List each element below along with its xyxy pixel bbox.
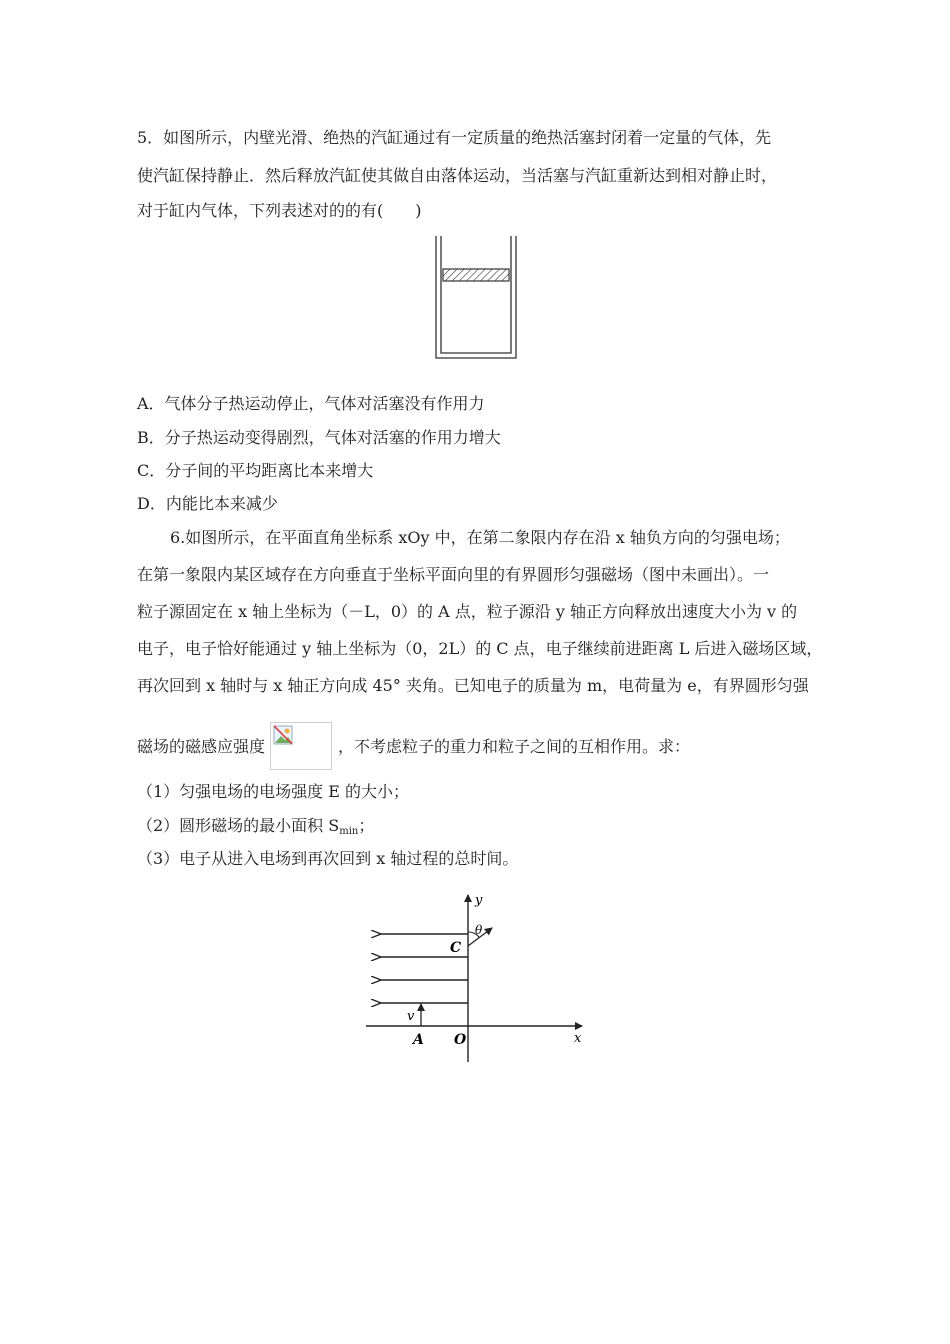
q6-text-line6-end: ，不考虑粒子的重力和粒子之间的互相作用。求： <box>338 737 691 756</box>
q6-sub2-end: ； <box>358 816 375 835</box>
q5-option-d: D．内能比本来减少 <box>137 494 278 513</box>
label-c: C <box>450 940 462 956</box>
q6-sub-question-3: （3）电子从进入电场到再次回到 x 轴过程的总时间。 <box>137 849 519 868</box>
q6-sub-question-2 <box>137 816 374 842</box>
cylinder-piston-figure <box>430 232 522 362</box>
q5-text-line1: 5．如图所示，内壁光滑、绝热的汽缸通过有一定质量的绝热活塞封闭着一定量的气体，先 <box>137 128 772 147</box>
q5-option-b: B．分子热运动变得剧烈，气体对活塞的作用力增大 <box>137 428 501 447</box>
q5-option-a: A．气体分子热运动停止，气体对活塞没有作用力 <box>137 394 485 413</box>
q6-text-line5: 再次回到 x 轴时与 x 轴正方向成 45° 夹角。已知电子的质量为 m，电荷量为 e，有界圆形匀强 <box>137 676 809 695</box>
q6-text-line3: 粒子源固定在 x 轴上坐标为（－L，0）的 A 点，粒子源沿 y 轴正方向释放出速度大小为 v 的 <box>137 602 798 621</box>
coordinate-field-figure <box>360 890 595 1065</box>
piston <box>443 269 509 281</box>
label-y: y <box>475 893 483 908</box>
q5-text-line3: 对于缸内气体，下列表述对的的有( ) <box>137 201 422 220</box>
label-v: v <box>407 1009 415 1024</box>
broken-image-icon <box>273 725 295 747</box>
label-a: A <box>413 1032 424 1048</box>
q6-text-line2: 在第一象限内某区域存在方向垂直于坐标平面向里的有界圆形匀强磁场（图中未画出）。一 <box>137 565 770 584</box>
label-o: O <box>454 1032 467 1048</box>
q5-text-line2: 使汽缸保持静止．然后释放汽缸使其做自由落体运动，当活塞与汽缸重新达到相对静止时， <box>137 166 778 185</box>
q6-sub2-subscript: min <box>339 826 359 837</box>
q6-text-line6-start: 磁场的磁感应强度 <box>137 737 266 756</box>
q6-text-line1: 6.如图所示，在平面直角坐标系 xOy 中，在第二象限内存在沿 x 轴负方向的匀强电场； <box>170 528 790 547</box>
label-x: x <box>574 1031 582 1046</box>
q6-text-line4: 电子，电子恰好能通过 y 轴上坐标为（0，2L）的 C 点，电子继续前进距离 L 后进入磁场区域， <box>137 639 823 658</box>
broken-formula-image <box>270 722 332 770</box>
q6-sub2-text: （2）圆形磁场的最小面积 S <box>137 816 340 835</box>
q5-option-c: C．分子间的平均距离比本来增大 <box>137 461 374 480</box>
label-theta: θ <box>475 923 483 937</box>
q6-sub-question-1: （1）匀强电场的电场强度 E 的大小； <box>137 782 410 801</box>
